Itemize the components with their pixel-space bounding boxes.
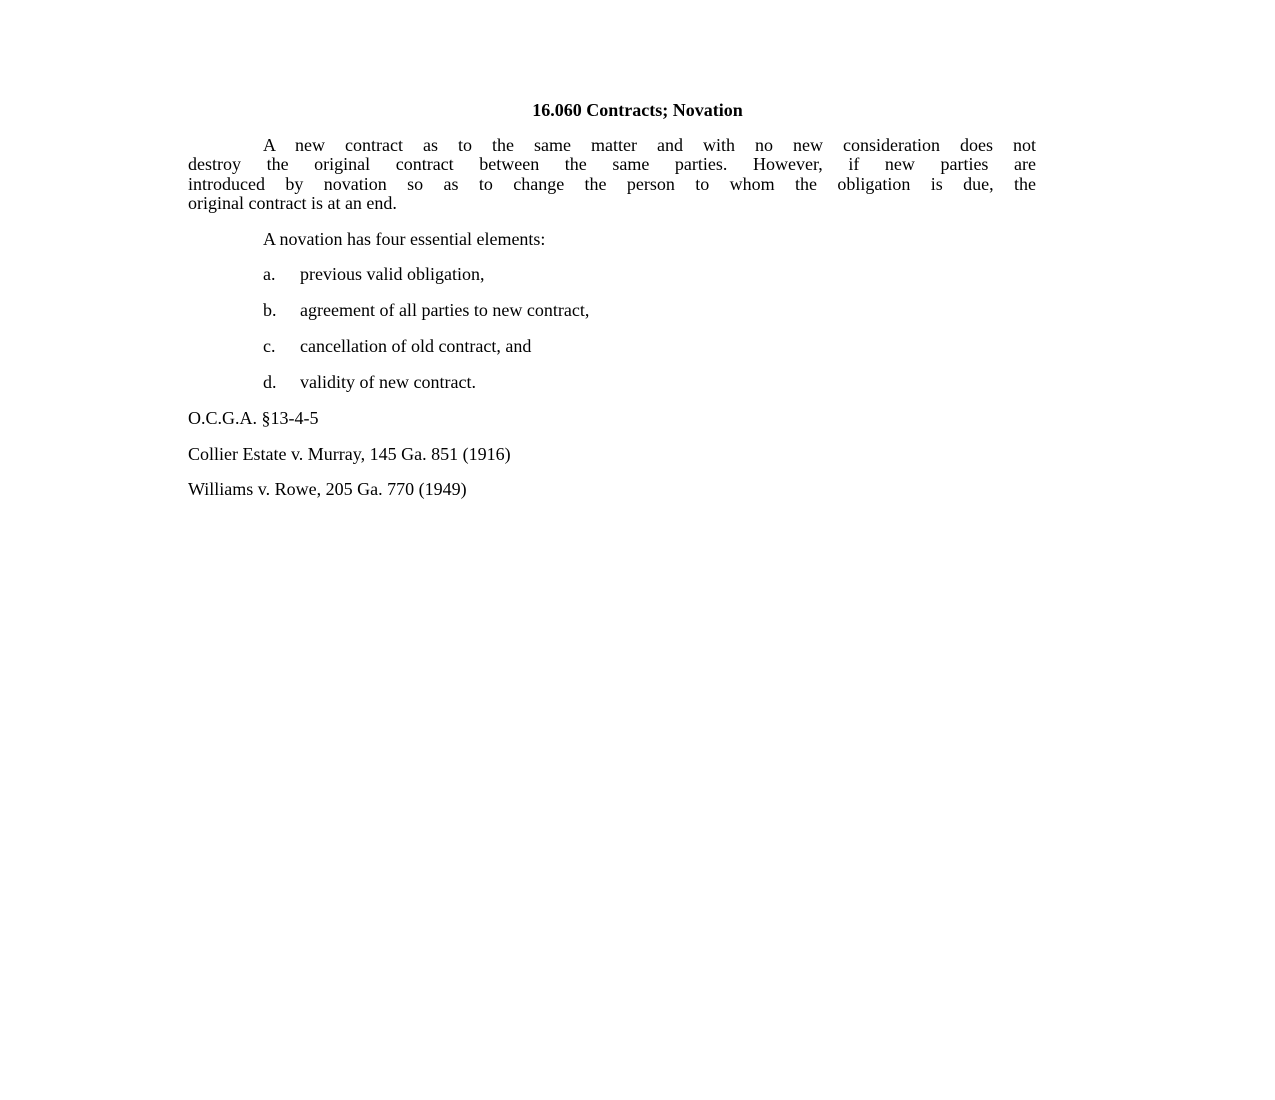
elements-intro: A novation has four essential elements: <box>263 229 546 249</box>
list-item-text: cancellation of old contract, and <box>300 336 532 356</box>
list-item-text: previous valid obligation, <box>300 264 485 284</box>
list-item-letter: a. <box>263 264 276 284</box>
page-title: 16.060 Contracts; Novation <box>532 100 743 120</box>
citation: O.C.G.A. §13-4-5 <box>188 408 319 428</box>
paragraph-line: introduced by novation so as to change the person to whom the obligation is due, the <box>188 174 1036 194</box>
paragraph-line: A new contract as to the same matter and with no new consideration does not <box>263 135 1036 155</box>
paragraph-line: original contract is at an end. <box>188 193 397 213</box>
citation: Williams v. Rowe, 205 Ga. 770 (1949) <box>188 479 467 499</box>
list-item-text: agreement of all parties to new contract, <box>300 300 590 320</box>
list-item-letter: d. <box>263 372 277 392</box>
list-item-letter: b. <box>263 300 277 320</box>
list-item-letter: c. <box>263 336 276 356</box>
list-item-text: validity of new contract. <box>300 372 476 392</box>
citation: Collier Estate v. Murray, 145 Ga. 851 (1916) <box>188 444 511 464</box>
paragraph-line: destroy the original contract between the same parties. However, if new parties are <box>188 154 1036 174</box>
